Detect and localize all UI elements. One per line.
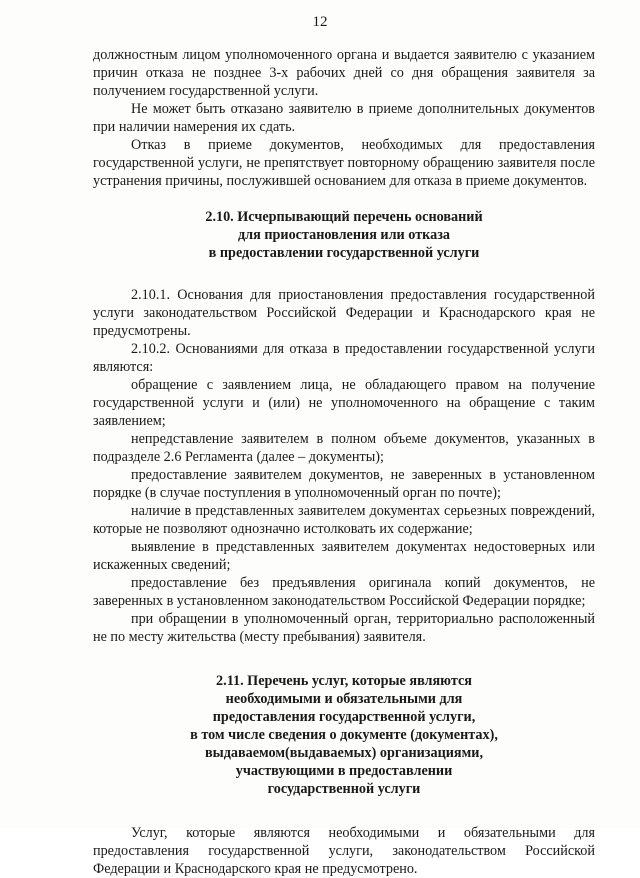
section-paragraph: выявление в представленных заявителем документах недостоверных или искаженных сведений; (93, 539, 595, 573)
section-heading-2-10 (93, 208, 595, 262)
page-number: 12 (312, 14, 328, 30)
heading-line: государственной услуги (267, 781, 421, 797)
heading-line: участвующими в предоставлении (235, 763, 453, 779)
section-paragraph: Услуг, которые являются необходимыми и обязательными для предоставления государственной услуги, законодательством Российской Федерации и Краснодарского края не предусмотрено. (93, 825, 595, 877)
section-paragraph: при обращении в уполномоченный орган, территориально расположенный не по месту жительства (месту пребывания) заявителя. (93, 611, 595, 645)
section-paragraph: непредставление заявителем в полном объеме документов, указанных в подразделе 2.6 Регламента (далее – документы); (93, 431, 595, 465)
section-heading-2-11 (93, 672, 595, 798)
section-paragraph: наличие в представленных заявителем документах серьезных повреждений, которые не позволяют однозначно истолковать их содержание; (93, 503, 595, 537)
intro-paragraph: Не может быть отказано заявителю в приеме дополнительных документов при наличии намерения их сдать. (93, 101, 595, 135)
heading-line: для приостановления или отказа (237, 227, 451, 243)
intro-paragraph: должностным лицом уполномоченного органа и выдается заявителю с указанием причин отказа не позднее 3-х рабочих дней со дня обращения заявителя за получением государственной услуги. (93, 47, 595, 99)
heading-line: 2.11. Перечень услуг, которые являются (216, 673, 472, 689)
heading-line: в том числе сведения о документе (документах), (190, 727, 498, 743)
heading-line: 2.10. Исчерпывающий перечень оснований (205, 209, 483, 225)
page-content (93, 46, 595, 878)
section-paragraph: предоставление без предъявления оригинала копий документов, не заверенных в установленном законодательством Российской Федерации порядке; (93, 575, 595, 609)
heading-line: предоставления государственной услуги, (212, 709, 476, 725)
section-paragraph: предоставление заявителем документов, не заверенных в установленном порядке (в случае поступления в уполномоченный орган по почте); (93, 467, 595, 501)
section-paragraph: 2.10.2. Основаниями для отказа в предоставлении государственной услуги являются: (93, 341, 595, 375)
intro-paragraph: Отказ в приеме документов, необходимых для предоставления государственной услуги, не препятствует повторному обращению заявителя после устранения причины, послужившей основанием для отказа в приеме документов. (93, 137, 595, 189)
section-paragraph: 2.10.1. Основания для приостановления предоставления государственной услуги законодательством Российской Федерации и Краснодарского края не предусмотрены. (93, 287, 595, 339)
section-paragraph: обращение с заявлением лица, не обладающего правом на получение государственной услуги и (или) не уполномоченного на обращение с таким заявлением; (93, 377, 595, 429)
heading-line: в предоставлении государственной услуги (208, 245, 480, 261)
heading-line: необходимыми и обязательными для (225, 691, 463, 707)
heading-line: выдаваемом(выдаваемых) организациями, (205, 745, 483, 761)
